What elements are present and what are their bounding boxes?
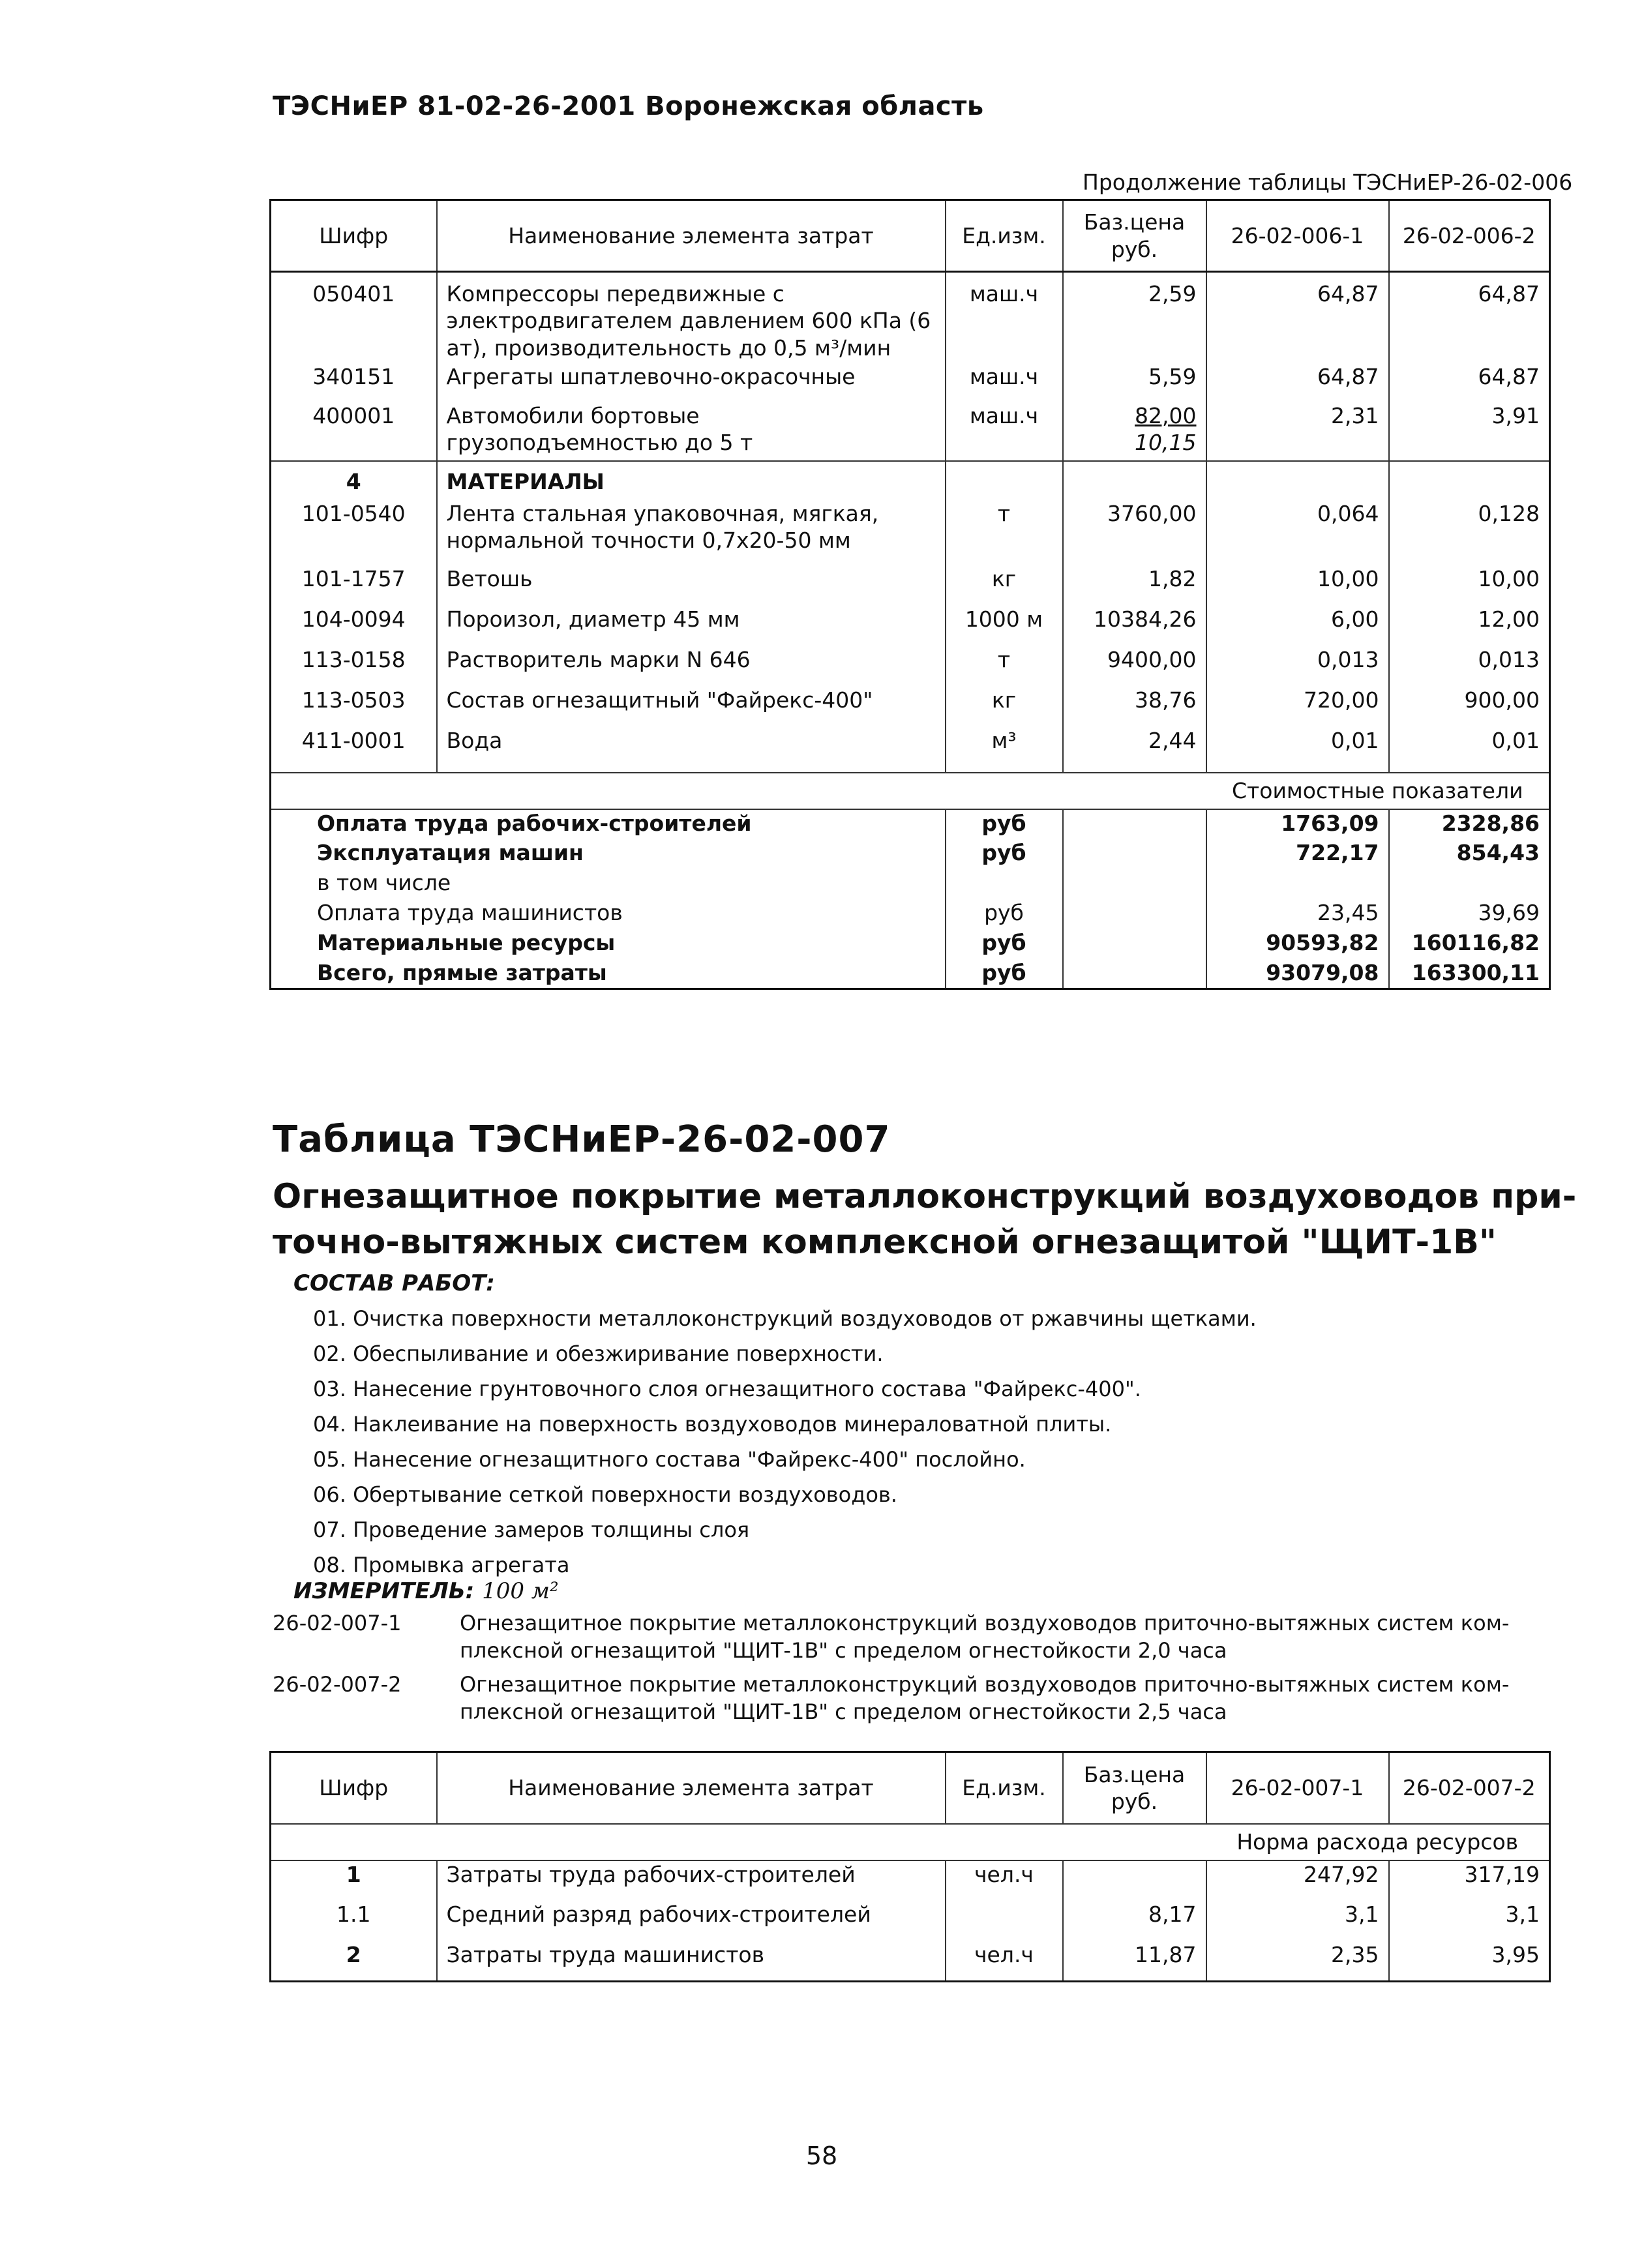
cell-code: 1.1	[336, 1901, 371, 1927]
work-item: 04. Наклеивание на поверхность воздуховодов минераловатной плиты.	[313, 1412, 1112, 1437]
cost-unit: руб	[946, 959, 1063, 989]
cell-name: Растворитель марки N 646	[437, 646, 946, 687]
cell-norm-2: 64,87	[1389, 272, 1550, 363]
cost-value-2: 160116,82	[1389, 929, 1550, 959]
measure-label: ИЗМЕРИТЕЛЬ:	[293, 1578, 475, 1604]
cell-norm-2: 12,00	[1389, 606, 1550, 646]
cell-name: Компрессоры передвижные с электродвигателем давлением 600 кПа (6 ат), производительность до 0,5 м³/мин	[437, 272, 946, 363]
position-line: Огнезащитное покрытие металлоконструкций воздуховодов приточно-вытяжных систем ком-	[460, 1611, 1510, 1635]
cost-value-2: 854,43	[1389, 839, 1550, 869]
table-row	[271, 727, 1550, 773]
cell-norm-1: 0,064	[1206, 500, 1389, 565]
cell-unit: кг	[946, 565, 1063, 606]
col-header-norm-2: 26-02-006-2	[1389, 200, 1550, 272]
cell-norm-2: 0,01	[1389, 727, 1550, 773]
cell-norm-1: 720,00	[1206, 687, 1389, 727]
cell-price: 3760,00	[1063, 500, 1206, 565]
cell-name: Агрегаты шпатлевочно-окрасочные	[437, 363, 946, 402]
cell-norm-2: 3,1	[1389, 1901, 1550, 1941]
cell-norm-2: 900,00	[1389, 687, 1550, 727]
col-header-price: Баз.цена руб.	[1063, 1752, 1206, 1824]
cost-label: Оплата труда машинистов	[317, 899, 623, 925]
cell-norm-2: 3,95	[1389, 1941, 1550, 1982]
cell-price: 2,44	[1063, 727, 1206, 773]
works-title: СОСТАВ РАБОТ:	[293, 1270, 495, 1296]
cell-norm-2: 3,91	[1389, 402, 1550, 461]
cell-code: 101-1757	[301, 565, 406, 591]
col-header-name: Наименование элемента затрат	[437, 1752, 946, 1824]
cell-code: 2	[346, 1941, 361, 1967]
cell-price: 9400,00	[1063, 646, 1206, 687]
norm-header: Норма расхода ресурсов	[1236, 1828, 1519, 1855]
cell-price: 10384,26	[1063, 606, 1206, 646]
table-row	[271, 363, 1550, 402]
cost-unit	[946, 869, 1063, 899]
cost-label: Всего, прямые затраты	[317, 959, 607, 985]
cell-norm-2: 10,00	[1389, 565, 1550, 606]
cell-unit: чел.ч	[946, 1860, 1063, 1901]
cell-code: 050401	[312, 281, 395, 306]
cost-row	[271, 899, 1550, 929]
cell-code: 113-0503	[301, 687, 406, 713]
cost-value-2: 2328,86	[1389, 809, 1550, 839]
cost-label: Оплата труда рабочих-строителей	[317, 810, 752, 836]
section-title: Таблица ТЭСНиЕР-26-02-007	[273, 1118, 891, 1161]
table-row	[271, 565, 1550, 606]
cost-header-row	[271, 773, 1550, 809]
cost-row	[271, 839, 1550, 869]
section-name	[273, 1174, 1577, 1265]
cell-norm-2: 0,128	[1389, 500, 1550, 565]
section-row-materials	[271, 461, 1550, 500]
section-name-line-1: Огнезащитное покрытие металлоконструкций воздуховодов при-	[273, 1177, 1577, 1216]
cell-name: Затраты труда рабочих-строителей	[437, 1860, 946, 1901]
position-line: плексной огнезащитой "ЩИТ-1В" с пределом огнестойкости 2,5 часа	[460, 1699, 1227, 1724]
cell-name: Пороизол, диаметр 45 мм	[437, 606, 946, 646]
cell-code: 101-0540	[301, 500, 406, 526]
cost-row	[271, 869, 1550, 899]
cost-row	[271, 929, 1550, 959]
position-code: 26-02-007-1	[273, 1611, 402, 1635]
table-header-row	[271, 200, 1550, 272]
cell-norm-2: 0,013	[1389, 646, 1550, 687]
cell-price: 38,76	[1063, 687, 1206, 727]
cost-unit: руб	[946, 899, 1063, 929]
col-header-price: Баз.цена руб.	[1063, 200, 1206, 272]
cell-unit: маш.ч	[946, 363, 1063, 402]
cost-value-1: 1763,09	[1206, 809, 1389, 839]
cell-norm-1: 2,35	[1206, 1941, 1389, 1982]
cell-price: 11,87	[1063, 1941, 1206, 1982]
norm-header-row	[271, 1824, 1550, 1860]
table-row	[271, 1941, 1550, 1982]
table-row	[271, 687, 1550, 727]
measure-line	[293, 1578, 559, 1604]
cost-row	[271, 809, 1550, 839]
cost-unit: руб	[946, 929, 1063, 959]
cell-price	[1063, 1860, 1206, 1901]
cost-value-1: 722,17	[1206, 839, 1389, 869]
cell-norm-1: 2,31	[1206, 402, 1389, 461]
cell-norm-1: 3,1	[1206, 1901, 1389, 1941]
position-description	[460, 1671, 1549, 1725]
cell-norm-1: 247,92	[1206, 1860, 1389, 1901]
col-header-code: Шифр	[319, 222, 389, 248]
cell-norm-2: 317,19	[1389, 1860, 1550, 1901]
cell-unit: т	[946, 500, 1063, 565]
cost-label: Материальные ресурсы	[317, 929, 616, 955]
section-number: 4	[346, 468, 361, 494]
price-value: 82,00	[1135, 402, 1197, 428]
table-row	[271, 1860, 1550, 1901]
cell-unit: чел.ч	[946, 1941, 1063, 1982]
col-header-unit: Ед.изм.	[946, 1752, 1063, 1824]
work-item: 03. Нанесение грунтовочного слоя огнезащитного состава "Файрекс-400".	[313, 1377, 1141, 1401]
cost-value-1	[1206, 869, 1389, 899]
cost-value-2: 39,69	[1389, 899, 1550, 929]
cell-name: Состав огнезащитный "Файрекс-400"	[437, 687, 946, 727]
position-description	[460, 1609, 1549, 1664]
resource-table-007	[269, 1751, 1551, 1982]
position-line: плексной огнезащитой "ЩИТ-1В" с пределом огнестойкости 2,0 часа	[460, 1638, 1227, 1663]
cell-norm-1: 0,013	[1206, 646, 1389, 687]
work-item: 07. Проведение замеров толщины слоя	[313, 1517, 750, 1542]
table-continuation-label: Продолжение таблицы ТЭСНиЕР-26-02-006	[1083, 170, 1573, 195]
cost-unit: руб	[946, 809, 1063, 839]
cost-unit: руб	[946, 839, 1063, 869]
col-header-norm-2: 26-02-007-2	[1389, 1752, 1550, 1824]
table-row	[271, 500, 1550, 565]
col-header-code: Шифр	[319, 1775, 389, 1801]
cost-value-2: 163300,11	[1389, 959, 1550, 989]
cost-label: Эксплуатация машин	[317, 839, 584, 865]
cell-name: Затраты труда машинистов	[437, 1941, 946, 1982]
cell-price: 1,82	[1063, 565, 1206, 606]
cell-name: Автомобили бортовые грузоподъемностью до 5 т	[437, 402, 946, 461]
position-code: 26-02-007-2	[273, 1672, 402, 1697]
cell-code: 411-0001	[301, 727, 406, 753]
table-row	[271, 1901, 1550, 1941]
cell-price: 5,59	[1063, 363, 1206, 402]
cell-price: 2,59	[1063, 272, 1206, 363]
cell-norm-1: 0,01	[1206, 727, 1389, 773]
cost-header: Стоимостные показатели	[1231, 777, 1523, 803]
cell-norm-1: 64,87	[1206, 272, 1389, 363]
work-item: 05. Нанесение огнезащитного состава "Файрекс-400" послойно.	[313, 1447, 1026, 1472]
cell-norm-2: 64,87	[1389, 363, 1550, 402]
position-line: Огнезащитное покрытие металлоконструкций воздуховодов приточно-вытяжных систем ком-	[460, 1672, 1510, 1697]
table-row	[271, 272, 1550, 363]
cell-norm-1: 6,00	[1206, 606, 1389, 646]
cell-code: 113-0158	[301, 646, 406, 672]
section-label: МАТЕРИАЛЫ	[437, 461, 946, 500]
work-item: 08. Промывка агрегата	[313, 1553, 570, 1577]
cell-price	[1063, 402, 1206, 461]
cell-name: Средний разряд рабочих-строителей	[437, 1901, 946, 1941]
page-number: 58	[805, 2141, 838, 2170]
col-header-name: Наименование элемента затрат	[437, 200, 946, 272]
table-row	[271, 606, 1550, 646]
cost-value-1: 23,45	[1206, 899, 1389, 929]
works-list	[313, 1301, 1257, 1583]
col-header-norm-1: 26-02-006-1	[1206, 200, 1389, 272]
cell-unit: маш.ч	[946, 402, 1063, 461]
cell-name: Ветошь	[437, 565, 946, 606]
price-value-secondary: 10,15	[1135, 429, 1197, 455]
col-header-unit: Ед.изм.	[946, 200, 1063, 272]
cell-price: 8,17	[1063, 1901, 1206, 1941]
cell-unit: 1000 м	[946, 606, 1063, 646]
table-row	[271, 402, 1550, 461]
cost-row	[271, 959, 1550, 989]
cell-norm-1: 10,00	[1206, 565, 1389, 606]
cell-name: Лента стальная упаковочная, мягкая, нормальной точности 0,7x20-50 мм	[437, 500, 946, 565]
cost-value-1: 93079,08	[1206, 959, 1389, 989]
cell-code: 400001	[312, 402, 395, 428]
cell-code: 104-0094	[301, 606, 406, 632]
work-item: 01. Очистка поверхности металлоконструкций воздуховодов от ржавчины щетками.	[313, 1306, 1257, 1331]
work-item: 06. Обертывание сеткой поверхности воздуховодов.	[313, 1482, 897, 1507]
document-header: ТЭСНиЕР 81-02-26-2001 Воронежская область	[273, 91, 984, 121]
cell-code: 340151	[312, 363, 395, 389]
cell-norm-1: 64,87	[1206, 363, 1389, 402]
cost-value-2	[1389, 869, 1550, 899]
cost-value-1: 90593,82	[1206, 929, 1389, 959]
table-header-row	[271, 1752, 1550, 1824]
cell-unit: маш.ч	[946, 272, 1063, 363]
measure-value: 100 м²	[482, 1578, 559, 1604]
cost-label: в том числе	[317, 869, 451, 895]
cell-unit: м³	[946, 727, 1063, 773]
cell-code: 1	[346, 1861, 361, 1887]
cell-name: Вода	[437, 727, 946, 773]
cell-unit: кг	[946, 687, 1063, 727]
col-header-norm-1: 26-02-007-1	[1206, 1752, 1389, 1824]
cell-unit: т	[946, 646, 1063, 687]
cell-unit	[946, 1901, 1063, 1941]
work-item: 02. Обеспыливание и обезжиривание поверхности.	[313, 1341, 884, 1366]
table-row	[271, 646, 1550, 687]
resource-table-006	[269, 199, 1551, 990]
section-name-line-2: точно-вытяжных систем комплексной огнезащитой "ЩИТ-1В"	[273, 1223, 1497, 1262]
